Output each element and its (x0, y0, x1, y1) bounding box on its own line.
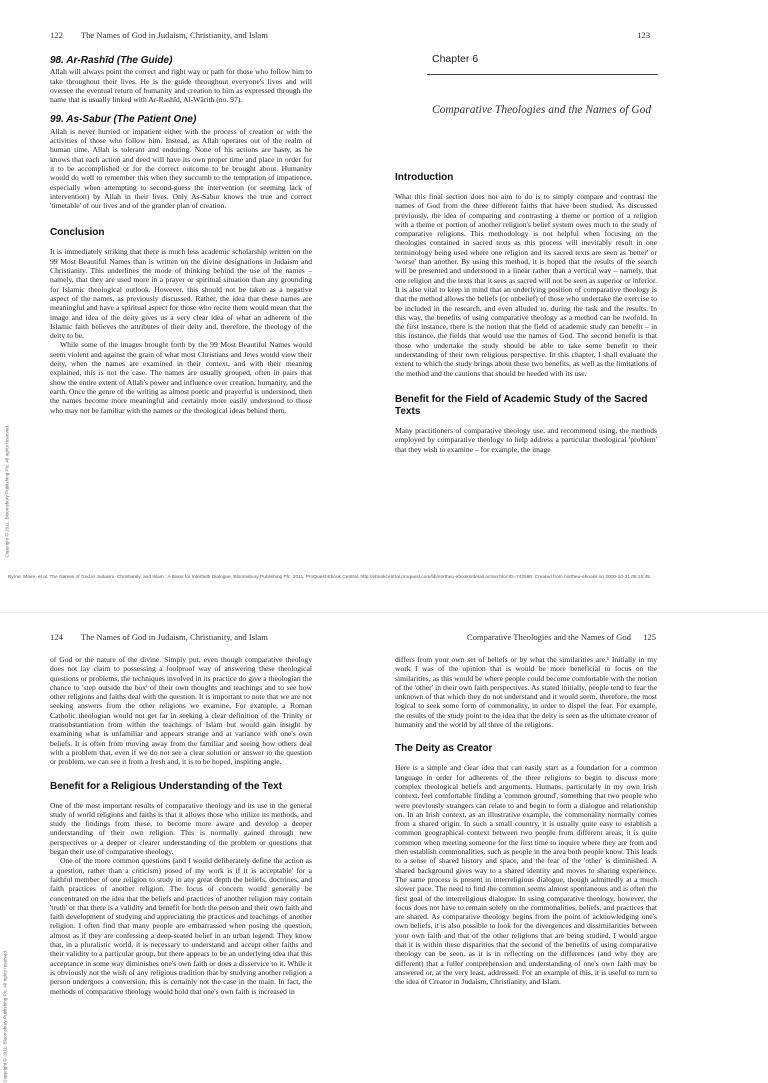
running-title: Comparative Theologies and the Names of God (466, 632, 631, 642)
benefit-academic-paragraph: Many practitioners of comparative theology use, and recommend using, the methods employed by comparative theology to help address a particular theological 'problem' that they wish to examine – for example, the image (395, 425, 657, 454)
spread-divider (0, 612, 768, 613)
left-column (50, 655, 312, 996)
conclusion-paragraph: While some of the images brought forth by the 99 Most Beautiful Names would seem violent and against the grain of what most Christians and Jews would view their deity, when the names are examined in their context, and with their meaning explained, this is not the case. The names are usually grouped, often in pairs that show the entire extent of Allah's power and influence over creation, humanity, and the earth. Once the genre of the writing as almost poetic and prayerful is understood, then the names become more meaningful and certainly more easily understood to those who may not be familiar with the names or the theological ideas behind them. (50, 340, 312, 415)
right-column (395, 655, 657, 987)
conclusion-paragraph: It is immediately striking that there is much less academic scholarship written on the 99 Most Beautiful Names than is written on the divine designations in Judaism and Christianity. This underlines the mode of thinking behind the use of the names – namely, that they are used more in a prayer or spiritual situation than any grounding for Islamic theological outlook. However, this should not be taken as a negative aspect of the names, as previously discussed. Rather, the idea that these names are meaningful and have a spiritual aspect for those who recite them would mean that the image and idea of the deity gives us a very clear idea of what an adherent of the Islamic faith believes the attributes of their deity and, therefore, the theology of the deity to be. (50, 247, 312, 341)
introduction-heading: Introduction (395, 172, 454, 183)
running-header-right (637, 30, 650, 40)
bottom-page-spread (0, 615, 768, 1083)
item-heading-98: 98. Ar-Rashīd (The Guide) (50, 55, 173, 66)
chapter-title: Comparative Theologies and the Names of God (432, 104, 652, 116)
benefit-religious-heading: Benefit for a Religious Understanding of the Text (50, 780, 283, 792)
item-text-99: Allah is never hurried or impatient either with the process of creation or with the activities of those who follow him. Instead, as Allah operates out of the realm of human time, Allah is tolerant and enduring. None of his actions are hasty, as he knows that each action and deed will have its own proper time and place in order for it to be accomplished or for the correct outcome to be brought about. Humanity would do well to remember this when they succumb to the temptation of impatience, especially when attempting to second-guess the intervention (or seeming lack of intervention) by Allah in their lives. Only As-Sabur knows the true and correct 'timetable' of our lives and of the grander plan of creation. (50, 126, 312, 211)
body-paragraph: Here is a simple and clear idea that can easily start as a foundation for a common language in order for adherents of the three religions to begin to discuss more complex theological beliefs and arguments. Humans, particularly in my own Irish context, feel comfortable finding a 'common ground', something that two people who were previously strangers can relate to and begin to form a dialogue and relationship on. In an Irish context, as an illustrative example, the commonality normally comes from a shared origin. In such a small country, it is usually quite easy to establish a common geographical context between two people from different areas; it is quite common when meeting someone for the first time to inquire where they are from and then establish commonalities, such as people in the area both people know. This leads to a sense of shared history and space, and the fear of the 'other' is diminished. A shared background gives way to a shared identity and moves to sharing experience. The same process is present in interreligious dialogue, though admittedly at a much slower pace. The need to find the common seems almost spontaneous and is often the first goal of the interreligious dialogue. In using comparative theology, however, the focus does not have to remain solely on the commonalities, beliefs, and practices that are shared. As comparative theology begins from the point of acknowledging one's own beliefs, it is also possible to look for the divergences and dissimilarities between your own faith and that of the other religions that are being studied. I would argue that it is within these disparities that the second of the benefits of using comparative theology can be seen, as it is in reflecting on the differences (and why they are different) that a fuller comprehension and understanding of one's own faith may be answered or, at the very least, addressed. For an example of this, it is useful to turn to the idea of Creator in Judaism, Christianity, and Islam. (395, 763, 657, 987)
body-paragraph: One of the more common questions (and I would deliberately define the action as a question, rather than a criticism) posed of my work is if it is acceptable' for a faithful member of one religion to study in any great depth the beliefs, doctrines, and faith practices of another religion. The focus of concern would generally be concentrated on the idea that the beliefs and practices of another religion may contain 'truth' or that there is a validity and benefit for both the person and their own faith and faith development of studying and appreciating the practices and teachings of another religion. I often find that many people are embarrassed when posing the question, almost as if they are confessing a deep-seated belief in an urban legend. They know that, in a pluralistic world, it is necessary to understand and accept other faiths and their validity to a particular group, but there appears to be an underlying idea that this acceptance in some way diminishes one's own faith or does a disservice to it. While it is obviously not the wish of any religious tradition that by studying another religion a person undergoes a conversion, this is certainly not the case in the main. In fact, the methods of comparative theology would hold that one's own faith is increased in (50, 856, 312, 996)
chapter-label: Chapter 6 (432, 53, 479, 65)
chapter-rule (427, 74, 658, 75)
side-copyright: Copyright © 2011. Bloomsbury Publishing Plc. All rights reserved. (2, 949, 8, 1083)
introduction-paragraph: What this final section does not aim to do is to simply compare and contrast the names of God from the three different faiths that have been studied. As discussed previously, the idea of comparing and contrasting a theme or portion of a religion with a theme or portion of another religion's belief system owes much to the study of comparative religions. This methodology is not helpful when focusing on the theologies contained in sacred texts as this process will inevitably result in one terminology being used where one religion and its sacred texts are seen as 'better' or 'worse' than another. By using this method, it is hoped that the results of the search will be presented and understood in a linear rather than a vertical way – namely, that one religion and the texts that it sees as sacred will not be seen as superior or inferior. It is also vital to keep in mind that an underlying position of comparative theology is that the method allows the beliefs (or unbelief) of those who undertake the exercise to be included in the research, and even alluded to, during the task and the results. In this way, the benefits of using comparative theology as a method can be twofold. In the first instance, there is the notion that the field of academic study can benefit – in this instance, the fields that would use the names of God. The second benefit is that those who undertake the study should be able to take some benefit to their understanding of their own religious perspective. In this chapter, I shall evaluate the extent to which the study brings about these two benefits, as well as the limitations of the method and the cautions that should be heeded with its use. (395, 192, 657, 378)
page-number: 122 (50, 30, 63, 40)
body-paragraph: of God or the nature of the divine. Simply put, even though comparative theology does not lay claim to possessing a foolproof way of answering these theological questions or problems, the techniques involved in its practice do give a theologian the chance to 'step outside the box' of their own thoughts and teachings and to see how other religions and faiths deal with the question. It is important to note that we are not seeking answers from the other religions we examine. For example, a Roman Catholic theologian would not get far in seeking a clear definition of the Trinity or transubstantiation from within the teachings of Islam but would gain insight by examining what is unfamiliar and appears strange and at variance with one's own beliefs. It is often from moving away from the familiar and seeing how others deal with a problem that, even if we do not see a clear solution or answer to the question or problem, we can see it from a fresh and, it is to be hoped, inspiring angle. (50, 655, 312, 767)
running-header-left (50, 30, 268, 40)
page-number: 123 (637, 30, 650, 40)
body-paragraph: One of the most important results of comparative theology and its use in the general study of world religions and faiths is that it allows those who utilize its methods, and study the findings from these, to become more aware and develop a deeper understanding of their own religion. This is normally gained through new perspectives or a deeper or clearer understanding of the problem or questions that began their use of comparative theology. (50, 800, 312, 857)
item-text-98: Allah will always point the correct and right way or path for those who follow him to take throughout their lives. He is the guide throughout everyone's lives and will oversee the eventual return of humanity and creation to him as expressed through the name that is usually linked with Ar-Rashīd, Al-Wārith (no. 97). (50, 67, 312, 105)
page-number: 125 (643, 632, 656, 642)
item-heading-99: 99. As-Sabur (The Patient One) (50, 114, 197, 126)
conclusion-heading: Conclusion (50, 227, 105, 239)
deity-creator-heading: The Deity as Creator (395, 743, 493, 755)
running-title: The Names of God in Judaism, Christianity, and Islam (80, 632, 268, 642)
running-header-right (467, 632, 656, 642)
footer-citation: Byrne, Máire, et al. The Names of God in Judaism, Christianity, and Islam : A Basis for Interfaith Dialogue, Bloomsbury Publishing Plc, 2011. ProQuest Ebook Central, http://ebookcentral.proquest.com/lib/northeu-ebooks/detail.action?docID=742590. Created from northeu-ebooks on 2020-10-31 05:15:45. (8, 575, 652, 580)
running-title: The Names of God in Judaism, Christianity, and Islam (80, 30, 268, 40)
benefit-academic-heading: Benefit for the Field of Academic Study of the Sacred Texts (395, 393, 648, 417)
left-column (50, 52, 312, 415)
page-number: 124 (50, 632, 63, 642)
right-column (395, 172, 657, 454)
body-paragraph: differs from your own set of beliefs or by what the similarities are.¹ Initially in my work I was of the opinion that is would be more beneficial to focus on the similarities, as this would be where people could become comfortable with the notion of the 'other' in their own faith perspectives. As stated initially, people tend to fear the unknown of that which they do not understand and it would seem, therefore, the most logical to seek some form of commonality, in order to dispel the fear. For example, the results of the study point to the idea that the deity is seen as the ultimate creator of humanity and the world by all three of the religions. (395, 655, 657, 730)
running-header-left (50, 632, 268, 642)
side-copyright: Copyright © 2011. Bloomsbury Publishing Plc. All rights reserved. (4, 424, 10, 558)
